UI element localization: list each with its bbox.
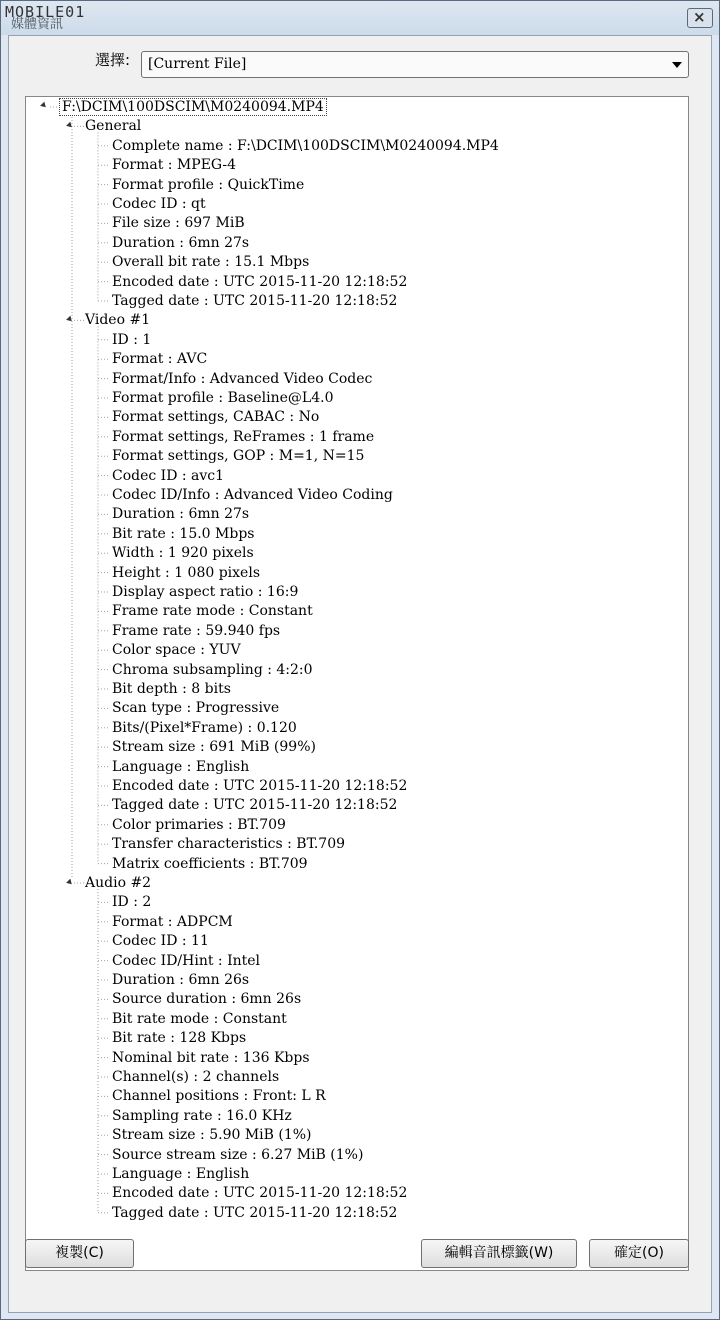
tree-root-node[interactable] — [59, 99, 327, 115]
tree-section-node[interactable]: Video #1 — [85, 312, 151, 329]
tree-item[interactable]: Display aspect ratio : 16:9 — [112, 584, 299, 600]
tree-item[interactable]: Frame rate : 59.940 fps — [112, 622, 281, 639]
tree-section-node[interactable]: General — [85, 118, 142, 135]
tree-item[interactable]: Matrix coefficients : BT.709 — [112, 855, 308, 872]
tree-item[interactable]: Source duration : 6mn 26s — [112, 991, 302, 1008]
tree-item[interactable]: Channel positions : Front: L R — [112, 1088, 326, 1105]
tree-item[interactable]: Codec ID : qt — [112, 196, 206, 212]
tree-item[interactable]: Frame rate mode : Constant — [112, 603, 313, 620]
tree-item[interactable]: Format : AVC — [112, 351, 208, 368]
watermark-logo: MOBILE01 — [5, 3, 86, 21]
close-button[interactable] — [687, 8, 713, 28]
tree-item[interactable]: Bit rate : 128 Kbps — [112, 1030, 247, 1047]
tree-item[interactable]: Codec ID/Info : Advanced Video Coding — [112, 487, 393, 503]
tree-item[interactable]: Sampling rate : 16.0 KHz — [112, 1107, 292, 1124]
tree-item[interactable]: Tagged date : UTC 2015-11-20 12:18:52 — [112, 797, 398, 814]
tree-item[interactable]: Channel(s) : 2 channels — [112, 1069, 280, 1085]
tree-item[interactable]: Stream size : 691 MiB (99%) — [112, 739, 316, 756]
tree-item[interactable]: Scan type : Progressive — [112, 700, 280, 717]
tree-item[interactable]: Encoded date : UTC 2015-11-20 12:18:52 — [112, 1185, 408, 1202]
tree-item[interactable]: Bits/(Pixel*Frame) : 0.120 — [112, 719, 297, 736]
tree-item[interactable]: Format profile : Baseline@L4.0 — [112, 390, 334, 406]
tree-item[interactable]: Format settings, ReFrames : 1 frame — [112, 428, 375, 445]
tree-item[interactable]: Chroma subsampling : 4:2:0 — [112, 661, 313, 678]
tree-item[interactable]: Duration : 6mn 26s — [112, 972, 250, 988]
chevron-down-icon — [672, 62, 682, 68]
tree-item[interactable]: Source stream size : 6.27 MiB (1%) — [112, 1146, 364, 1163]
media-info-tree[interactable] — [25, 96, 689, 1271]
tree-item[interactable]: Format : ADPCM — [112, 913, 233, 930]
tree-item[interactable]: Color space : YUV — [112, 642, 241, 659]
tree-item[interactable]: ID : 2 — [112, 894, 152, 911]
close-icon: × — [693, 8, 706, 26]
tree-item[interactable]: Codec ID/Hint : Intel — [112, 952, 261, 969]
tree-item[interactable]: Encoded date : UTC 2015-11-20 12:18:52 — [112, 778, 408, 794]
tree-item[interactable]: Language : English — [112, 758, 250, 775]
tree-item[interactable]: Encoded date : UTC 2015-11-20 12:18:52 — [112, 273, 408, 290]
tree-item[interactable]: File size : 697 MiB — [112, 215, 245, 232]
tree-item[interactable]: Format settings, GOP : M=1, N=15 — [112, 448, 365, 465]
window-title: 媒體資訊 — [11, 17, 64, 32]
tree-item[interactable]: Color primaries : BT.709 — [112, 816, 286, 833]
tree-item[interactable]: Tagged date : UTC 2015-11-20 12:18:52 — [112, 1204, 398, 1221]
tree-item[interactable]: Bit rate : 15.0 Mbps — [112, 525, 255, 542]
copy-button[interactable]: 複製(C) — [25, 1239, 134, 1268]
file-select-dropdown[interactable] — [141, 51, 689, 78]
tree-item[interactable]: Width : 1 920 pixels — [112, 545, 254, 562]
title-bar — [1, 1, 719, 35]
tree-item[interactable]: Format profile : QuickTime — [112, 176, 305, 193]
tree-item[interactable]: Bit depth : 8 bits — [112, 681, 231, 697]
tree-section-node[interactable]: Audio #2 — [85, 875, 152, 891]
tree-item[interactable]: Duration : 6mn 27s — [112, 234, 250, 251]
tree-item[interactable]: Duration : 6mn 27s — [112, 506, 250, 523]
tree-item[interactable]: Language : English — [112, 1166, 250, 1182]
tree-item[interactable]: Codec ID : 11 — [112, 933, 209, 950]
tree-item[interactable]: Codec ID : avc1 — [112, 467, 225, 484]
tree-item[interactable]: Bit rate mode : Constant — [112, 1010, 287, 1027]
ok-button[interactable]: 確定(O) — [589, 1239, 689, 1268]
select-label: 選擇: — [95, 51, 131, 69]
tree-item[interactable]: Complete name : F:\DCIM\100DSCIM\M0240094.MP4 — [112, 137, 499, 154]
tree-item[interactable]: Overall bit rate : 15.1 Mbps — [112, 254, 310, 271]
tree-item[interactable]: ID : 1 — [112, 331, 152, 348]
dialog-body — [8, 35, 712, 1313]
tree-item[interactable]: Stream size : 5.90 MiB (1%) — [112, 1127, 312, 1144]
tree-item[interactable]: Format/Info : Advanced Video Codec — [112, 370, 373, 387]
root-path-label: F:\DCIM\100DSCIM\M0240094.MP4 — [59, 98, 327, 116]
file-select-value: [Current File] — [148, 56, 247, 72]
edit-tags-button[interactable]: 編輯音訊標籤(W) — [421, 1239, 577, 1268]
tree-item[interactable]: Height : 1 080 pixels — [112, 564, 261, 581]
tree-item[interactable]: Nominal bit rate : 136 Kbps — [112, 1049, 310, 1066]
tree-item[interactable]: Format : MPEG-4 — [112, 157, 236, 174]
tree-item[interactable]: Transfer characteristics : BT.709 — [112, 836, 346, 853]
tree-item[interactable]: Tagged date : UTC 2015-11-20 12:18:52 — [112, 293, 398, 309]
tree-item[interactable]: Format settings, CABAC : No — [112, 409, 320, 426]
